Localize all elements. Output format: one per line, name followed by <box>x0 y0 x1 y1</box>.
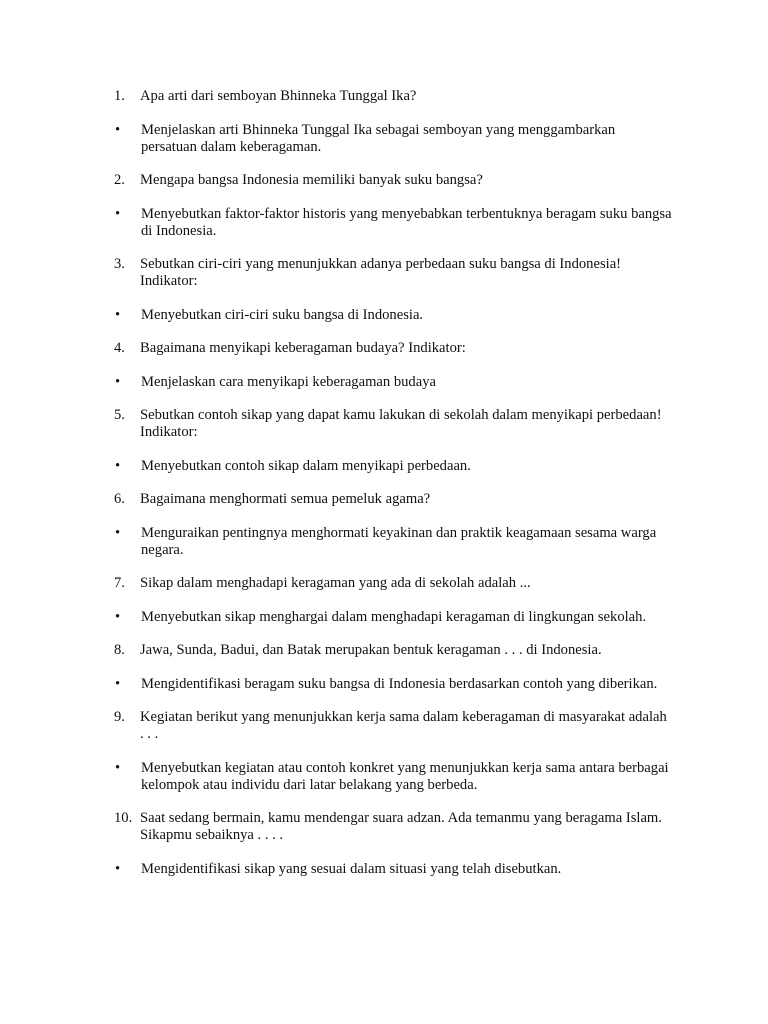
bullet-icon: • <box>115 457 121 474</box>
question-text: Kegiatan berikut yang menunjukkan kerja sama dalam keberagaman di masyarakat adalah . . . <box>140 709 667 742</box>
indicator-item-3 <box>114 307 674 324</box>
bullet-icon: • <box>115 608 121 625</box>
question-text: Apa arti dari semboyan Bhinneka Tunggal Ika? <box>140 88 417 104</box>
question-item-1 <box>114 88 674 105</box>
indicator-text: Menyebutkan faktor-faktor historis yang menyebabkan terbentuknya beragam suku bangsa di Indonesia. <box>141 205 672 239</box>
indicator-item-4 <box>114 374 674 391</box>
bullet-icon: • <box>115 306 121 323</box>
indicator-text: Menyebutkan ciri-ciri suku bangsa di Indonesia. <box>141 306 424 323</box>
question-item-3 <box>114 256 674 290</box>
number-marker: 7. <box>114 575 125 591</box>
number-marker: 4. <box>114 340 125 356</box>
indicator-text: Menguraikan pentingnya menghormati keyakinan dan praktik keagamaan sesama warga negara. <box>141 524 657 558</box>
number-marker: 5. <box>114 407 125 423</box>
bullet-icon: • <box>115 205 121 222</box>
indicator-item-6 <box>114 525 674 559</box>
number-marker: 3. <box>114 256 125 272</box>
indicator-item-2 <box>114 206 674 240</box>
number-marker: 6. <box>114 491 125 507</box>
question-text: Bagaimana menghormati semua pemeluk agama? <box>140 491 431 507</box>
bullet-icon: • <box>115 373 121 390</box>
question-text: Sebutkan ciri-ciri yang menunjukkan adanya perbedaan suku bangsa di Indonesia! Indikator: <box>140 256 622 289</box>
question-item-4 <box>114 340 674 357</box>
number-marker: 2. <box>114 172 125 188</box>
indicator-text: Menyebutkan sikap menghargai dalam menghadapi keragaman di lingkungan sekolah. <box>141 608 647 625</box>
number-marker: 10. <box>114 810 133 826</box>
bullet-icon: • <box>115 524 121 541</box>
bullet-icon: • <box>115 759 121 776</box>
indicator-text: Mengidentifikasi beragam suku bangsa di Indonesia berdasarkan contoh yang diberikan. <box>141 675 658 692</box>
indicator-item-5 <box>114 458 674 475</box>
question-item-10 <box>114 810 674 844</box>
question-item-7 <box>114 575 674 592</box>
question-item-6 <box>114 491 674 508</box>
indicator-item-9 <box>114 760 674 794</box>
indicator-text: Menyebutkan kegiatan atau contoh konkret yang menunjukkan kerja sama antara berbagai kelompok atau individu dari latar belakang yang berbeda. <box>141 759 669 793</box>
bullet-icon: • <box>115 675 121 692</box>
question-item-8 <box>114 642 674 659</box>
bullet-icon: • <box>115 121 121 138</box>
number-marker: 9. <box>114 709 125 725</box>
indicator-item-1 <box>114 122 674 156</box>
question-item-2 <box>114 172 674 189</box>
indicator-text: Menjelaskan cara menyikapi keberagaman budaya <box>141 373 436 390</box>
number-marker: 8. <box>114 642 125 658</box>
indicator-text: Menyebutkan contoh sikap dalam menyikapi perbedaan. <box>141 457 471 474</box>
question-text: Jawa, Sunda, Badui, dan Batak merupakan bentuk keragaman . . . di Indonesia. <box>140 642 602 658</box>
indicator-item-10 <box>114 861 674 878</box>
question-text: Mengapa bangsa Indonesia memiliki banyak suku bangsa? <box>140 172 483 188</box>
question-item-5 <box>114 407 674 441</box>
indicator-text: Menjelaskan arti Bhinneka Tunggal Ika sebagai semboyan yang menggambarkan persatuan dalam keberagaman. <box>141 121 616 155</box>
question-item-9 <box>114 709 674 743</box>
bullet-icon: • <box>115 860 121 877</box>
indicator-item-7 <box>114 609 674 626</box>
number-marker: 1. <box>114 88 125 104</box>
indicator-text: Mengidentifikasi sikap yang sesuai dalam situasi yang telah disebutkan. <box>141 860 562 877</box>
indicator-item-8 <box>114 676 674 693</box>
question-list <box>114 88 674 894</box>
question-text: Sikap dalam menghadapi keragaman yang ada di sekolah adalah ... <box>140 575 531 591</box>
question-text: Saat sedang bermain, kamu mendengar suara adzan. Ada temanmu yang beragama Islam. Sikapmu sebaiknya . . . . <box>140 810 662 843</box>
question-text: Sebutkan contoh sikap yang dapat kamu lakukan di sekolah dalam menyikapi perbedaan! Indikator: <box>140 407 662 440</box>
question-text: Bagaimana menyikapi keberagaman budaya? Indikator: <box>140 340 466 356</box>
